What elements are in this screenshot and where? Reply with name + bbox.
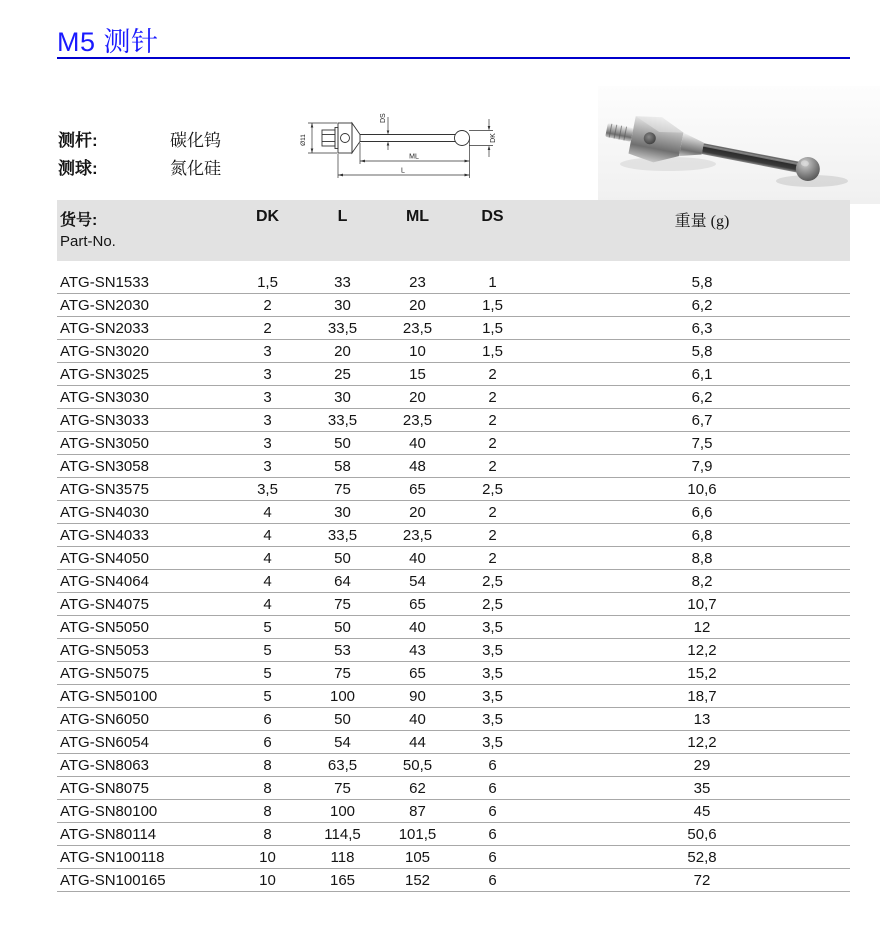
cell-weight: 13 [530,708,850,731]
cell-l: 58 [305,455,380,478]
cell-ml: 23 [380,271,455,294]
cell-part-no: ATG-SN3025 [57,363,230,386]
table-row [57,409,850,432]
cell-weight: 5,8 [530,271,850,294]
table-row [57,363,850,386]
table-row [57,294,850,317]
cell-weight: 7,9 [530,455,850,478]
cell-weight: 12,2 [530,639,850,662]
cell-ds: 3,5 [455,685,530,708]
header-part-no [57,200,230,261]
cell-dk: 4 [230,501,305,524]
cell-dk: 2 [230,317,305,340]
cell-ml: 65 [380,478,455,501]
cell-dk: 5 [230,662,305,685]
cell-weight: 72 [530,869,850,892]
cell-dk: 8 [230,823,305,846]
cell-l: 64 [305,570,380,593]
cell-dk: 4 [230,570,305,593]
table-row [57,432,850,455]
cell-ds: 2,5 [455,593,530,616]
cell-ml: 54 [380,570,455,593]
cell-ml: 48 [380,455,455,478]
cell-ds: 2,5 [455,478,530,501]
header-l: L [305,200,380,261]
cell-dk: 4 [230,524,305,547]
page-title: M5 测针 [57,27,159,57]
header-ml: ML [380,200,455,261]
cell-dk: 8 [230,800,305,823]
cell-dk: 4 [230,547,305,570]
cell-l: 75 [305,777,380,800]
table-row [57,524,850,547]
cell-part-no: ATG-SN4075 [57,593,230,616]
table-body [57,271,850,892]
cell-ds: 6 [455,777,530,800]
table-row [57,846,850,869]
cell-dk: 5 [230,639,305,662]
stylus-outline [322,123,470,153]
cell-ml: 50,5 [380,754,455,777]
cell-ml: 152 [380,869,455,892]
table-row [57,317,850,340]
cell-l: 33 [305,271,380,294]
cell-l: 53 [305,639,380,662]
cell-ml: 105 [380,846,455,869]
cell-part-no: ATG-SN8063 [57,754,230,777]
cell-ml: 40 [380,616,455,639]
table-row [57,777,850,800]
cell-dk: 5 [230,616,305,639]
header-part-no-zh: 货号: [60,212,98,229]
cell-part-no: ATG-SN3050 [57,432,230,455]
cell-dk: 4 [230,593,305,616]
cell-l: 30 [305,294,380,317]
cell-part-no: ATG-SN4050 [57,547,230,570]
cell-dk: 10 [230,869,305,892]
cell-ml: 90 [380,685,455,708]
cell-part-no: ATG-SN50100 [57,685,230,708]
cell-ds: 3,5 [455,731,530,754]
parts-table-wrap [57,200,850,892]
cell-weight: 6,3 [530,317,850,340]
cell-ds: 3,5 [455,616,530,639]
cell-dk: 3 [230,455,305,478]
cell-part-no: ATG-SN80114 [57,823,230,846]
cell-dk: 5 [230,685,305,708]
body-shadow [620,157,716,171]
spec-row-ball [58,155,221,183]
cell-part-no: ATG-SN3020 [57,340,230,363]
cell-ds: 6 [455,800,530,823]
cell-ml: 65 [380,593,455,616]
cell-weight: 12,2 [530,731,850,754]
cell-part-no: ATG-SN2033 [57,317,230,340]
table-row [57,501,850,524]
header-part-no-en: Part-No. [60,233,116,250]
cell-part-no: ATG-SN5050 [57,616,230,639]
cell-ml: 10 [380,340,455,363]
cell-ds: 1,5 [455,294,530,317]
cell-l: 50 [305,547,380,570]
header-dk: DK [230,200,305,261]
cell-l: 20 [305,340,380,363]
stem-diameter-label: DS [380,113,387,123]
title-rule [57,57,850,59]
cell-ds: 2 [455,547,530,570]
cell-l: 33,5 [305,524,380,547]
ball-material-value: 氮化硅 [170,159,221,178]
table-row [57,547,850,570]
spec-row-shaft [58,127,221,155]
cell-dk: 3 [230,340,305,363]
cell-dk: 3 [230,432,305,455]
cell-weight: 5,8 [530,340,850,363]
table-row [57,455,850,478]
cell-ds: 2 [455,501,530,524]
cell-dk: 2 [230,294,305,317]
ball-material-label: 测球: [58,159,98,178]
cell-weight: 8,2 [530,570,850,593]
cell-ml: 20 [380,501,455,524]
cell-ml: 65 [380,662,455,685]
spec-list [58,127,221,183]
cell-part-no: ATG-SN2030 [57,294,230,317]
cell-part-no: ATG-SN4033 [57,524,230,547]
cell-dk: 6 [230,708,305,731]
cell-ml: 44 [380,731,455,754]
cell-weight: 10,7 [530,593,850,616]
cell-ml: 23,5 [380,524,455,547]
table-row [57,800,850,823]
table-spacer [57,261,850,271]
cell-l: 30 [305,501,380,524]
cell-weight: 6,2 [530,386,850,409]
cell-l: 118 [305,846,380,869]
cell-weight: 6,8 [530,524,850,547]
table-row [57,731,850,754]
table-row [57,271,850,294]
table-row [57,478,850,501]
cell-weight: 52,8 [530,846,850,869]
cell-weight: 6,1 [530,363,850,386]
table-row [57,685,850,708]
cell-ds: 6 [455,754,530,777]
cell-l: 100 [305,685,380,708]
cell-part-no: ATG-SN1533 [57,271,230,294]
thread-diameter-label: Ø11 [300,134,307,146]
cell-weight: 12 [530,616,850,639]
cell-ml: 20 [380,294,455,317]
header-weight: 重量 (g) [530,200,850,261]
cell-part-no: ATG-SN6050 [57,708,230,731]
cell-ds: 1,5 [455,317,530,340]
cell-dk: 8 [230,777,305,800]
cell-ml: 40 [380,708,455,731]
cell-part-no: ATG-SN8075 [57,777,230,800]
cell-part-no: ATG-SN3575 [57,478,230,501]
cell-dk: 3 [230,409,305,432]
dimension-drawing [281,91,521,201]
cell-dk: 8 [230,754,305,777]
cell-ds: 6 [455,869,530,892]
cell-part-no: ATG-SN100165 [57,869,230,892]
cell-l: 75 [305,662,380,685]
cell-part-no: ATG-SN5075 [57,662,230,685]
cell-weight: 15,2 [530,662,850,685]
cell-l: 50 [305,616,380,639]
cell-ds: 1 [455,271,530,294]
cell-weight: 6,2 [530,294,850,317]
table-row [57,754,850,777]
table-row [57,662,850,685]
cell-ml: 62 [380,777,455,800]
cell-ml: 23,5 [380,317,455,340]
cell-l: 100 [305,800,380,823]
parts-table [57,200,850,892]
table-row [57,340,850,363]
cell-ds: 2 [455,432,530,455]
cell-l: 50 [305,432,380,455]
cell-l: 50 [305,708,380,731]
cell-l: 75 [305,478,380,501]
table-row [57,708,850,731]
cell-ds: 6 [455,823,530,846]
table-row [57,570,850,593]
cell-weight: 6,7 [530,409,850,432]
shaft-material-label: 测杆: [58,131,98,150]
cell-ds: 6 [455,846,530,869]
cell-ds: 2 [455,455,530,478]
cell-l: 33,5 [305,317,380,340]
cell-weight: 7,5 [530,432,850,455]
cell-dk: 3 [230,386,305,409]
cell-part-no: ATG-SN6054 [57,731,230,754]
cell-part-no: ATG-SN4030 [57,501,230,524]
cell-l: 25 [305,363,380,386]
cell-part-no: ATG-SN3030 [57,386,230,409]
cell-ds: 2 [455,524,530,547]
cell-ml: 23,5 [380,409,455,432]
cell-part-no: ATG-SN4064 [57,570,230,593]
table-row [57,593,850,616]
cell-ml: 43 [380,639,455,662]
header-ds: DS [455,200,530,261]
table-row [57,616,850,639]
cell-l: 114,5 [305,823,380,846]
cell-ds: 3,5 [455,662,530,685]
cell-weight: 45 [530,800,850,823]
cell-dk: 3,5 [230,478,305,501]
cell-ds: 2,5 [455,570,530,593]
cell-ds: 3,5 [455,708,530,731]
cell-part-no: ATG-SN100118 [57,846,230,869]
cell-l: 165 [305,869,380,892]
cell-ds: 2 [455,409,530,432]
cell-ml: 40 [380,432,455,455]
cell-l: 75 [305,593,380,616]
product-photo [598,86,880,204]
cell-part-no: ATG-SN3033 [57,409,230,432]
cell-dk: 6 [230,731,305,754]
cell-weight: 29 [530,754,850,777]
cell-ds: 3,5 [455,639,530,662]
cell-part-no: ATG-SN80100 [57,800,230,823]
shaft-material-value: 碳化钨 [170,131,221,150]
cell-dk: 1,5 [230,271,305,294]
cell-l: 33,5 [305,409,380,432]
table-row [57,639,850,662]
cell-ds: 2 [455,363,530,386]
measuring-length-label: ML [409,153,419,161]
cell-ml: 101,5 [380,823,455,846]
cell-weight: 18,7 [530,685,850,708]
table-row [57,869,850,892]
cell-dk: 3 [230,363,305,386]
cell-ml: 20 [380,386,455,409]
cell-l: 63,5 [305,754,380,777]
cell-weight: 35 [530,777,850,800]
table-row [57,386,850,409]
cell-weight: 6,6 [530,501,850,524]
cell-weight: 10,6 [530,478,850,501]
cell-part-no: ATG-SN3058 [57,455,230,478]
table-row [57,823,850,846]
cell-ds: 2 [455,386,530,409]
cell-ml: 15 [380,363,455,386]
cell-weight: 8,8 [530,547,850,570]
cell-dk: 10 [230,846,305,869]
table-header [57,200,850,261]
cell-part-no: ATG-SN5053 [57,639,230,662]
cell-ml: 40 [380,547,455,570]
overall-length-label: L [401,167,405,175]
cell-weight: 50,6 [530,823,850,846]
ball-diameter-label: DK [490,133,497,143]
cell-l: 54 [305,731,380,754]
cell-l: 30 [305,386,380,409]
cell-ds: 1,5 [455,340,530,363]
cell-ml: 87 [380,800,455,823]
